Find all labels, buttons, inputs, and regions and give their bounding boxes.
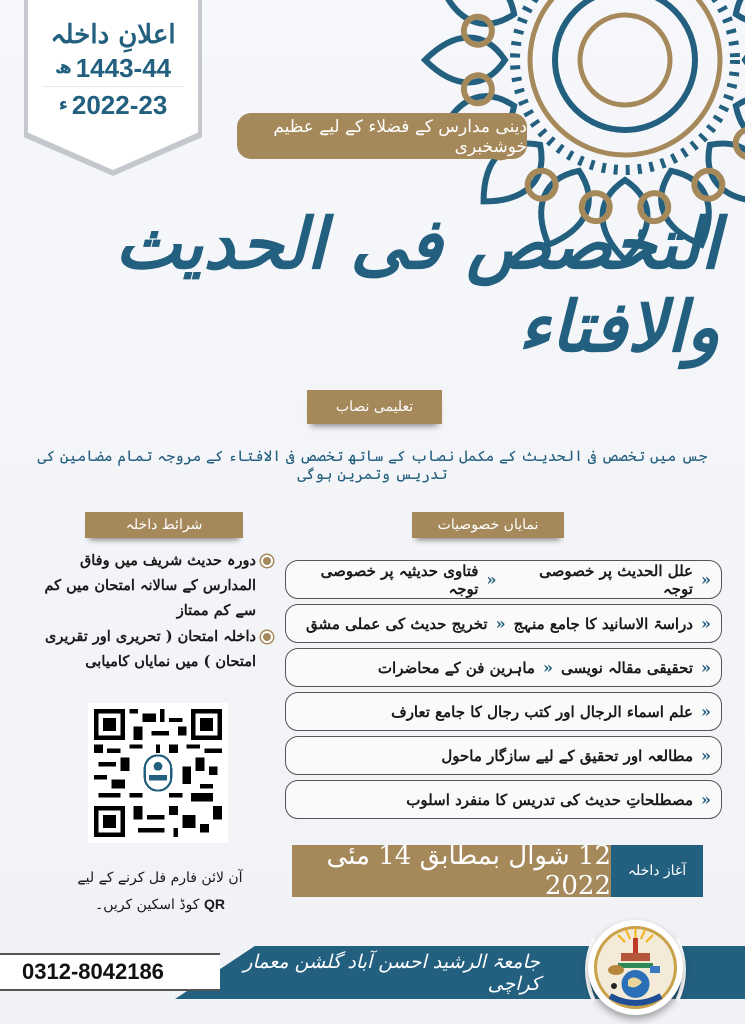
conditions-tag: شرائط داخلہ [85, 512, 243, 538]
gregorian-year-value: 2022-23 [71, 90, 168, 120]
feature-row [285, 604, 722, 643]
gregorian-year [28, 87, 198, 123]
qr-code-icon [94, 709, 222, 837]
bullet-icon [261, 631, 273, 643]
feature-text: تخریج حدیث کی عملی مشق [306, 614, 488, 633]
qr-caption-line2-text: کوڈ اسکین کریں۔ [95, 897, 200, 913]
syllabus-description: جس میں تخصص فی الحدیث کے مکمل نصاب کے ساتھ تخصص فی الافتاء کے مروجہ تمام مضامین کی تدریس وتمرین ہوگی [37, 447, 708, 483]
hijri-year-value: 1443-44 [75, 53, 172, 83]
hijri-year [28, 50, 198, 86]
feature-text: ماہرین فن کے محاضرات [377, 658, 535, 677]
qr-caption-line1: آن لائن فارم فل کرنے کے لیے [77, 870, 243, 886]
chevron-double-icon: « [701, 702, 711, 721]
ribbon-content [28, 0, 198, 123]
chevron-double-icon: « [701, 570, 711, 589]
institution-logo-icon [588, 920, 683, 1015]
chevron-double-icon: « [701, 658, 711, 677]
phone-number[interactable]: 0312-8042186 [0, 953, 220, 991]
hijri-suffix: ھ [54, 57, 72, 78]
feature-text: علم اسماء الرجال اور کتب رجال کا جامع تعارف [391, 702, 693, 721]
condition-item [38, 624, 273, 674]
subtitle-pill: دینی مدارس کے فضلاء کے لیے عظیم خوشخبری [237, 113, 527, 159]
condition-item [38, 548, 273, 623]
chevron-double-icon: « [542, 658, 553, 677]
features-tag: نمایاں خصوصیات [412, 512, 564, 538]
feature-text: فتاوی حدیثیہ پر خصوصی توجہ [320, 561, 479, 598]
main-title: التخصص فی الحدیث والافتاء [114, 202, 720, 368]
feature-row [285, 648, 722, 687]
chevron-double-icon: « [701, 614, 711, 633]
admission-start-label: آغاز داخلہ [611, 845, 703, 897]
qr-caption-line2 [60, 891, 260, 918]
feature-row [285, 780, 722, 819]
institution-logo [588, 920, 683, 1015]
feature-text: مصطلحاتِ حدیث کی تدریس کا منفرد اسلوب [406, 790, 693, 809]
features-list [285, 560, 722, 824]
feature-text: علل الحدیث پر خصوصی توجہ [539, 561, 693, 598]
ribbon-title: اعلانِ داخلہ [50, 20, 176, 50]
gregorian-suffix: ء [58, 94, 68, 115]
institution-name: جامعۃ الرشید احسن آباد گلشن معمار کراچی [243, 950, 540, 995]
feature-row [285, 736, 722, 775]
qr-code[interactable] [88, 703, 228, 843]
chevron-double-icon: « [486, 570, 497, 589]
syllabus-tag: تعلیمی نصاب [307, 390, 442, 424]
admission-start-date: 12 شوال بمطابق 14 مئی 2022 [292, 845, 611, 897]
feature-row [285, 560, 722, 599]
condition-text: دورہ حدیث شریف میں وفاق المدارس کے سالانہ امتحان میں کم سے کم ممتاز [44, 552, 256, 619]
feature-text: دراسۃ الاسانید کا جامع منہج [513, 614, 693, 633]
chevron-double-icon: « [495, 614, 506, 633]
qr-caption [60, 865, 260, 918]
bullet-icon [261, 555, 273, 567]
conditions-list [38, 548, 273, 675]
chevron-double-icon: « [701, 790, 711, 809]
admission-start-bar [292, 841, 703, 901]
chevron-double-icon: « [701, 746, 711, 765]
feature-text: مطالعہ اور تحقیق کے لیے سازگار ماحول [441, 746, 693, 765]
qr-code-label: QR [203, 896, 225, 912]
feature-text: تحقیقی مقالہ نویسی [560, 658, 693, 677]
feature-row [285, 692, 722, 731]
condition-text: داخلہ امتحان ( تحریری اور تقریری امتحان ) میں نمایاں کامیابی [44, 628, 256, 670]
